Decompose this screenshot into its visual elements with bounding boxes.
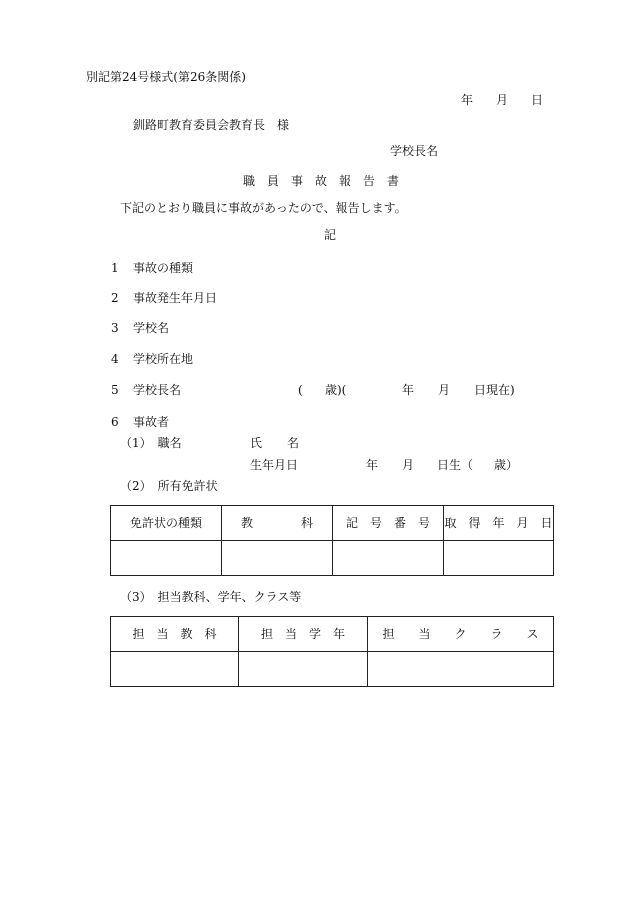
sub2-license: （2） 所有免許状 (120, 479, 218, 493)
birth-month: 月 (402, 458, 415, 472)
subject-table (110, 616, 554, 687)
item-2-number: 2 (111, 291, 119, 305)
document-title: 職 員 事 故 報 告 書 (243, 174, 400, 188)
name-label-1: 氏 (250, 436, 263, 450)
addressee: 釧路町教育委員会教育長 様 (133, 118, 290, 132)
principal-age: 歳)( (325, 383, 347, 397)
birth-year: 年 (366, 458, 379, 472)
intro-text: 下記のとおり職員に事故があったので、報告します。 (120, 201, 407, 215)
birth-age: 歳） (494, 458, 519, 472)
item-2-label: 事故発生年月日 (133, 291, 218, 305)
table-row (111, 617, 554, 652)
item-1-label: 事故の種類 (133, 261, 194, 275)
subject-header: 担 当 教 科 (111, 617, 239, 652)
license-subject-header: 教 科 (222, 506, 333, 541)
item-3-number: 3 (111, 321, 119, 335)
birth-day: 日生（ (437, 458, 474, 472)
item-4-label: 学校所在地 (133, 352, 194, 366)
license-type-cell[interactable] (111, 541, 222, 576)
item-6-number: 6 (111, 415, 119, 429)
license-number-header: 記 号 番 号 (333, 506, 444, 541)
form-number: 別記第24号様式(第26条関係) (86, 70, 246, 84)
subject-cell[interactable] (111, 652, 239, 687)
item-5-label: 学校長名 (133, 383, 182, 397)
date-day: 日 (531, 93, 544, 107)
item-3-label: 学校名 (133, 321, 170, 335)
license-table (110, 505, 554, 576)
item-6-label: 事故者 (133, 415, 170, 429)
license-date-cell[interactable] (444, 541, 554, 576)
date-year: 年 (461, 93, 474, 107)
item-1-number: 1 (111, 261, 119, 275)
sub1-position: （1） 職名 (120, 436, 182, 450)
license-date-header: 取 得 年 月 日 (444, 506, 554, 541)
license-type-header: 免許状の種類 (111, 506, 222, 541)
table-row (111, 652, 554, 687)
sub3-subject: （3） 担当教科、学年、クラス等 (120, 590, 302, 604)
grade-header: 担 当 学 年 (239, 617, 368, 652)
item-5-number: 5 (111, 383, 119, 397)
table-row (111, 541, 554, 576)
principal-asof-year: 年 (402, 383, 415, 397)
table-row (111, 506, 554, 541)
date-month: 月 (496, 93, 509, 107)
license-subject-cell[interactable] (222, 541, 333, 576)
birth-label: 生年月日 (250, 458, 299, 472)
class-cell[interactable] (368, 652, 554, 687)
principal-asof-month: 月 (438, 383, 451, 397)
principal-asof-day: 日現在) (474, 383, 515, 397)
sender-principal-name: 学校長名 (390, 144, 439, 158)
principal-age-open: ( (298, 383, 303, 397)
ki-heading: 記 (324, 228, 337, 242)
license-number-cell[interactable] (333, 541, 444, 576)
class-header: 担 当 ク ラ ス (368, 617, 554, 652)
name-label-2: 名 (287, 436, 300, 450)
item-4-number: 4 (111, 352, 119, 366)
grade-cell[interactable] (239, 652, 368, 687)
